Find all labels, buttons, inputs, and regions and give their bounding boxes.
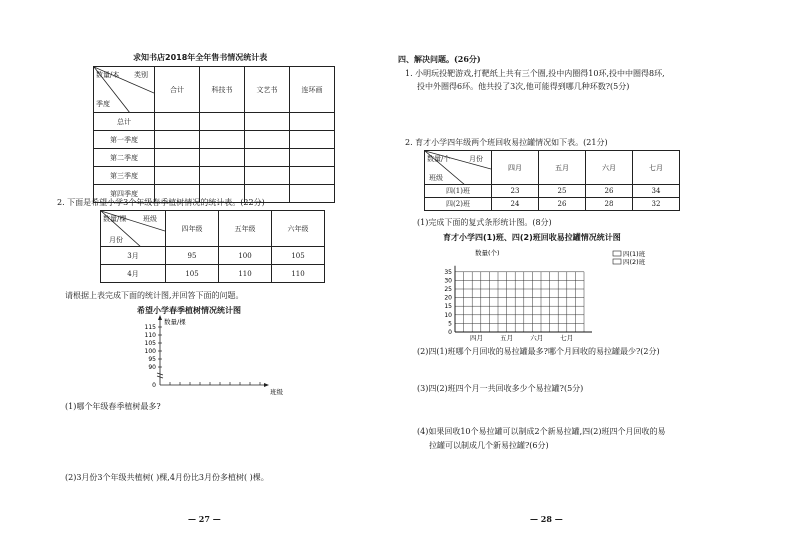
y-tick: 110: [144, 332, 156, 339]
legend-swatch-class-1: [613, 251, 621, 256]
header-cell: 连环画: [290, 67, 335, 113]
table-cell: 24: [492, 198, 539, 211]
y-tick-label: 25: [444, 286, 452, 293]
header-cell: 四年级: [166, 211, 219, 247]
table-cell: 110: [272, 265, 325, 283]
row-label: 第二季度: [94, 149, 155, 167]
legend-label-class-1: 四(1)班: [623, 250, 646, 258]
row-label: 总计: [94, 113, 155, 131]
page-number-left: — 27 —: [188, 514, 221, 524]
can-recycling-table: [424, 150, 680, 211]
section-title: 四、解决问题。(26分): [398, 54, 481, 64]
corner-label-top: 数量/个: [427, 155, 451, 163]
y-tick: 90: [148, 364, 156, 371]
header-cell: 文艺书: [245, 67, 290, 113]
sub-question-4-line-1: (4)如果回收10个易拉罐可以制成2个新易拉罐,四(2)班四个月回收的易: [417, 427, 666, 436]
question-2-text: 2. 育才小学四年级两个班回收易拉罐情况如下表。(21分): [405, 138, 608, 147]
table-corner-cell: [425, 151, 492, 185]
x-axis-arrow: [264, 383, 269, 387]
header-cell: 六年级: [272, 211, 325, 247]
x-tick-marks: [170, 382, 260, 385]
table-cell: 26: [539, 198, 586, 211]
y-tick-labels: [444, 269, 452, 336]
tree-chart-title: 希望小学春季植树情况统计图: [137, 306, 241, 315]
tree-planting-chart: [130, 315, 300, 395]
can-chart-title: 育才小学四(1)班、四(2)班回收易拉罐情况统计图: [443, 233, 621, 242]
row-label: 4月: [101, 265, 166, 283]
y-tick: 105: [144, 340, 156, 347]
x-category-labels: [470, 333, 573, 342]
corner-label-right: 班级: [143, 215, 157, 223]
y-tick: 100: [144, 348, 156, 355]
book-sales-table: [93, 66, 335, 203]
row-label: 四(2)班: [425, 198, 492, 211]
table-cell: 26: [586, 185, 633, 198]
instruction-text: 请根据上表完成下面的统计图,并回答下面的问题。: [65, 291, 244, 300]
sub-question-2: (2)3月份3个年级共植树( )棵,4月份比3月份多植树( )棵。: [65, 473, 269, 482]
sub-question-1: (1)哪个年级春季植树最多?: [65, 402, 161, 411]
legend-label-class-2: 四(2)班: [623, 258, 646, 266]
legend-swatch-class-2: [613, 259, 621, 264]
row-label: 3月: [101, 247, 166, 265]
table-corner-cell: [101, 211, 166, 247]
header-cell: 七月: [633, 151, 680, 185]
table-cell: 110: [219, 265, 272, 283]
corner-label-bottom: 季度: [96, 100, 110, 108]
header-cell: 合计: [155, 67, 200, 113]
table-cell: 105: [272, 247, 325, 265]
y-tick-label: 15: [444, 303, 452, 311]
row-label: 第一季度: [94, 131, 155, 149]
row-label: 四(1)班: [425, 185, 492, 198]
y-axis-label: 数量/棵: [164, 318, 186, 326]
table-corner-cell: [94, 67, 155, 113]
y-tick: 0: [152, 382, 156, 389]
y-tick: 115: [144, 324, 156, 331]
y-tick-label: 30: [444, 277, 452, 285]
corner-label-top: 数量/棵: [103, 215, 127, 223]
table-cell: 23: [492, 185, 539, 198]
x-axis-label: 班级: [270, 388, 283, 395]
table-cell: 105: [166, 265, 219, 283]
corner-label-bottom: 月份: [109, 236, 123, 244]
y-tick-label: 35: [444, 268, 452, 276]
x-category-label: 五月: [500, 334, 514, 342]
question-2-text: 2. 下面是希望小学3个年级春季植树情况的统计表。(22分): [57, 198, 265, 207]
y-tick-label: 0: [448, 329, 452, 336]
sub-question-4-line-2: 拉罐可以制成几个新易拉罐?(6分): [429, 441, 549, 450]
table-cell: 95: [166, 247, 219, 265]
can-recycling-chart: [425, 243, 690, 343]
sub-question-1: (1)完成下面的复式条形统计图。(8分): [417, 218, 552, 227]
corner-label-right: 类别: [134, 71, 148, 79]
table-cell: 25: [539, 185, 586, 198]
corner-label-bottom: 班级: [429, 174, 443, 182]
x-category-label: 四月: [470, 334, 483, 342]
question-1-line-2: 投中外圈得6环。他共投了3次,他可能得到哪几种环数?(5分): [417, 82, 630, 91]
header-cell: 科技书: [200, 67, 245, 113]
header-cell: 六月: [586, 151, 633, 185]
sub-question-3: (3)四(2)班四个月一共回收多少个易拉罐?(5分): [417, 384, 584, 393]
row-label: 第三季度: [94, 167, 155, 185]
table-cell: 100: [219, 247, 272, 265]
question-1-line-1: 1. 小明玩投靶游戏,打靶纸上共有三个圈,投中内圈得10环,投中中圈得8环,: [405, 69, 665, 78]
sub-question-2: (2)四(1)班哪个月回收的易拉罐最多?哪个月回收的易拉罐最少?(2分): [417, 347, 660, 356]
y-tick-label: 10: [444, 311, 452, 319]
corner-label-right: 月份: [469, 155, 483, 163]
book-table-title: 求知书店2018年全年售书情况统计表: [133, 53, 268, 62]
table-cell: 34: [633, 185, 680, 198]
table-cell: 32: [633, 198, 680, 211]
header-cell: 五月: [539, 151, 586, 185]
x-category-label: 七月: [560, 334, 574, 342]
y-axis-label: 数量(个): [475, 249, 500, 257]
header-cell: 五年级: [219, 211, 272, 247]
y-tick-label: 5: [448, 320, 452, 328]
header-cell: 四月: [492, 151, 539, 185]
page-number-right: — 28 —: [530, 514, 563, 524]
chart-grid: [455, 266, 592, 332]
table-cell: 28: [586, 198, 633, 211]
y-tick: 95: [148, 356, 156, 363]
corner-label-top: 数量/本: [96, 71, 120, 79]
y-tick-label: 20: [444, 294, 452, 302]
tree-planting-table: [100, 210, 325, 283]
x-category-label: 六月: [530, 334, 544, 342]
row-label: 第四季度: [94, 185, 155, 203]
y-axis-arrow: [158, 315, 162, 320]
